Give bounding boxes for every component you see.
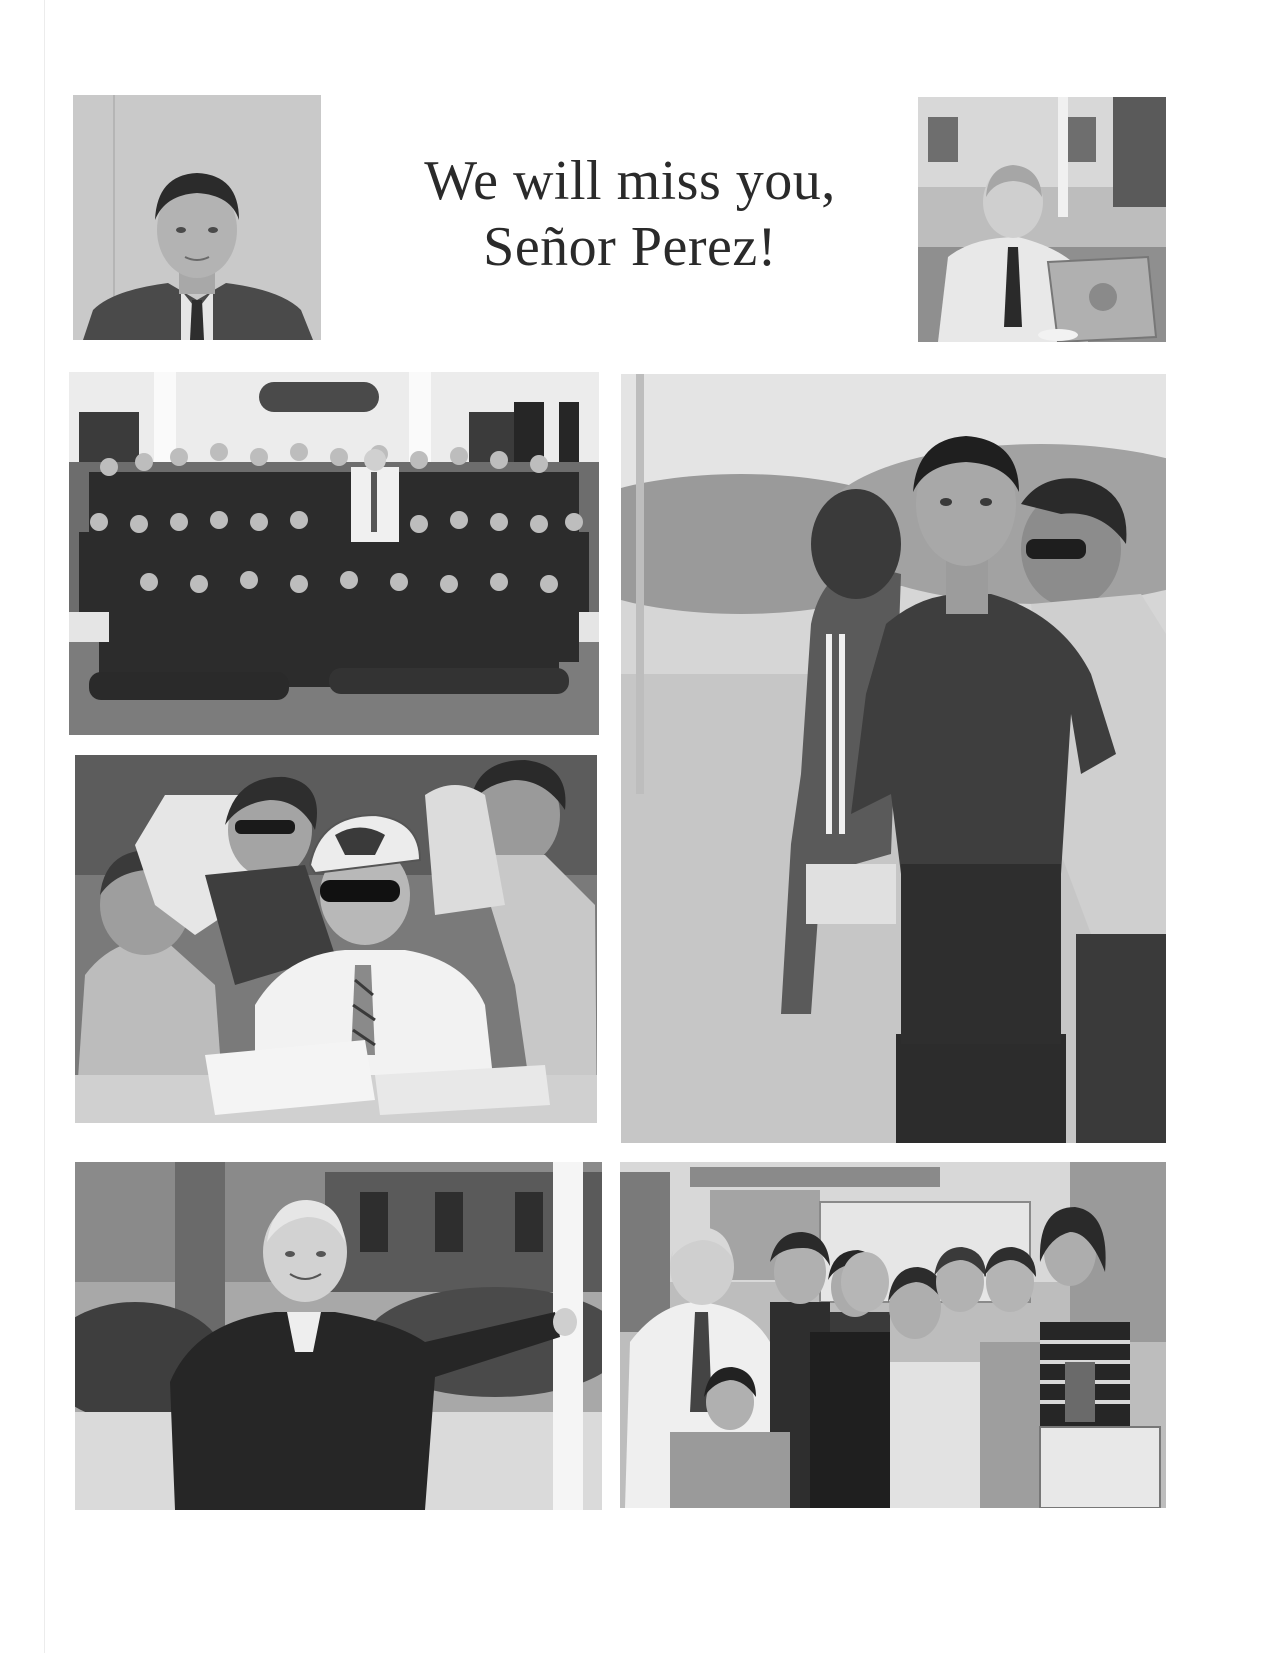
title-line-1: We will miss you, <box>424 150 836 212</box>
porch-photo <box>75 1162 602 1510</box>
page-title <box>360 148 900 280</box>
outdoor-photo <box>918 97 1166 342</box>
field-photo <box>621 374 1166 1143</box>
page-edge <box>44 0 45 1653</box>
desk-photo <box>75 755 597 1123</box>
group-photo <box>69 372 599 735</box>
classroom-photo <box>620 1162 1166 1508</box>
portrait-photo <box>73 95 321 340</box>
title-line-2: Señor Perez! <box>483 216 777 278</box>
